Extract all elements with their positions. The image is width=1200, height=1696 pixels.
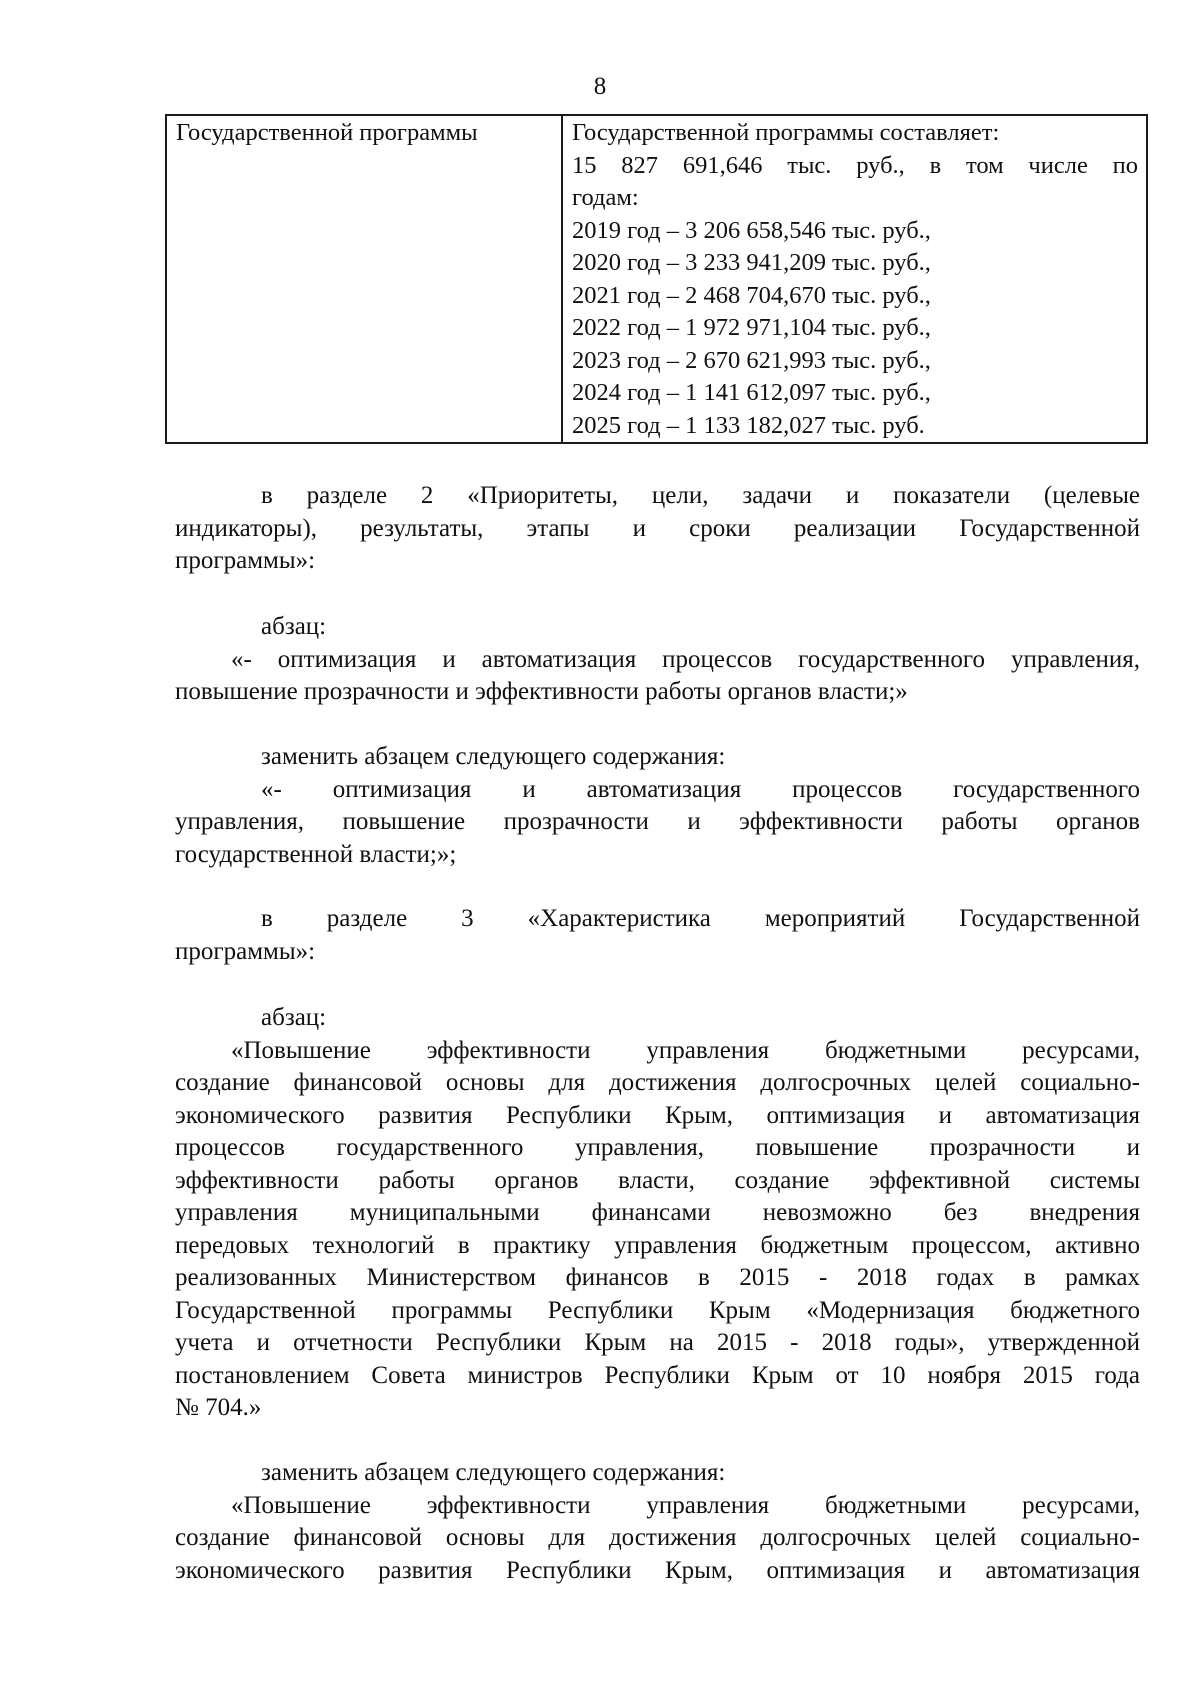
- replace1-block: [175, 741, 1140, 871]
- funding-year-2020: 2020 год – 3 233 941,209 тыс. руб.,: [572, 249, 931, 276]
- abzac1-block: [175, 611, 1140, 709]
- abzac-label: абзац:: [261, 1004, 327, 1031]
- text-line: экономического развития Республики Крым, оптимизация и автоматизация: [175, 1556, 1140, 1584]
- table-cell-label-text: Государственной программы: [176, 119, 478, 146]
- funding-year-2022: 2022 год – 1 972 971,104 тыс. руб.,: [572, 314, 931, 341]
- text-line: создание финансовой основы для достижения долгосрочных целей социально-: [175, 1069, 1140, 1096]
- text-line: управления муниципальными финансами невозможно без внедрения: [175, 1199, 1140, 1226]
- section2-paragraph: [175, 480, 1140, 578]
- text-line: Государственной программы Республики Крым «Модернизация бюджетного: [175, 1296, 1140, 1324]
- abzac2-block: [175, 1002, 1140, 1425]
- text-line: «- оптимизация и автоматизация процессов государственного управления,: [231, 645, 1140, 673]
- text-line: «Повышение эффективности управления бюджетными ресурсами,: [231, 1491, 1140, 1519]
- table-cell-label: [166, 115, 562, 443]
- section3-paragraph: [175, 903, 1140, 968]
- text-line: экономического развития Республики Крым, оптимизация и автоматизация: [175, 1101, 1140, 1129]
- text-line: учета и отчетности Республики Крым на 2015 - 2018 годы», утвержденной: [175, 1329, 1140, 1356]
- text-line: программы»:: [175, 547, 316, 574]
- funding-year-2023: 2023 год – 2 670 621,993 тыс. руб.,: [572, 346, 931, 374]
- table-cell-funding: [562, 115, 1147, 443]
- text-line: повышение прозрачности и эффективности работы органов власти;»: [175, 678, 908, 705]
- text-line: создание финансовой основы для достижения долгосрочных целей социально-: [175, 1524, 1140, 1551]
- text-line: государственной власти;»;: [175, 840, 457, 868]
- program-funding-table: [165, 114, 1148, 444]
- text-line: «Повышение эффективности управления бюджетными ресурсами,: [231, 1036, 1140, 1064]
- abzac-label: абзац:: [261, 613, 327, 640]
- text-line: реализованных Министерством финансов в 2015 - 2018 годах в рамках: [175, 1264, 1140, 1291]
- page-number: 8: [593, 73, 607, 100]
- text-line: в разделе 2 «Приоритеты, цели, задачи и показатели (целевые: [261, 482, 1140, 509]
- text-line: управления, повышение прозрачности и эффективности работы органов: [175, 808, 1140, 835]
- text-line: передовых технологий в практику управления бюджетным процессом, активно: [175, 1231, 1140, 1259]
- funding-year-2019: 2019 год – 3 206 658,546 тыс. руб.,: [572, 216, 931, 244]
- text-line: процессов государственного управления, повышение прозрачности и: [175, 1134, 1140, 1161]
- replace2-block: [175, 1457, 1140, 1587]
- text-line: постановлением Совета министров Республики Крым от 10 ноября 2015 года: [175, 1361, 1140, 1389]
- text-line: № 704.»: [175, 1394, 262, 1421]
- funding-total-line: 15 827 691,646 тыс. руб., в том числе по: [572, 151, 1138, 179]
- funding-line: годам:: [572, 184, 639, 211]
- text-line: «- оптимизация и автоматизация процессов государственного: [261, 775, 1140, 803]
- funding-year-2021: 2021 год – 2 468 704,670 тыс. руб.,: [572, 281, 931, 309]
- text-line: эффективности работы органов власти, создание эффективной системы: [175, 1166, 1140, 1194]
- funding-line: Государственной программы составляет:: [572, 119, 1000, 146]
- text-line: индикаторы), результаты, этапы и сроки реализации Государственной: [175, 514, 1140, 542]
- text-line: программы»:: [175, 937, 316, 965]
- replace-label: заменить абзацем следующего содержания:: [261, 1459, 726, 1486]
- replace-label: заменить абзацем следующего содержания:: [261, 743, 726, 770]
- text-line: в разделе 3 «Характеристика мероприятий Государственной: [261, 905, 1140, 932]
- funding-year-2024: 2024 год – 1 141 612,097 тыс. руб.,: [572, 379, 931, 406]
- funding-year-2025: 2025 год – 1 133 182,027 тыс. руб.: [572, 411, 925, 439]
- table-row: [166, 115, 1147, 443]
